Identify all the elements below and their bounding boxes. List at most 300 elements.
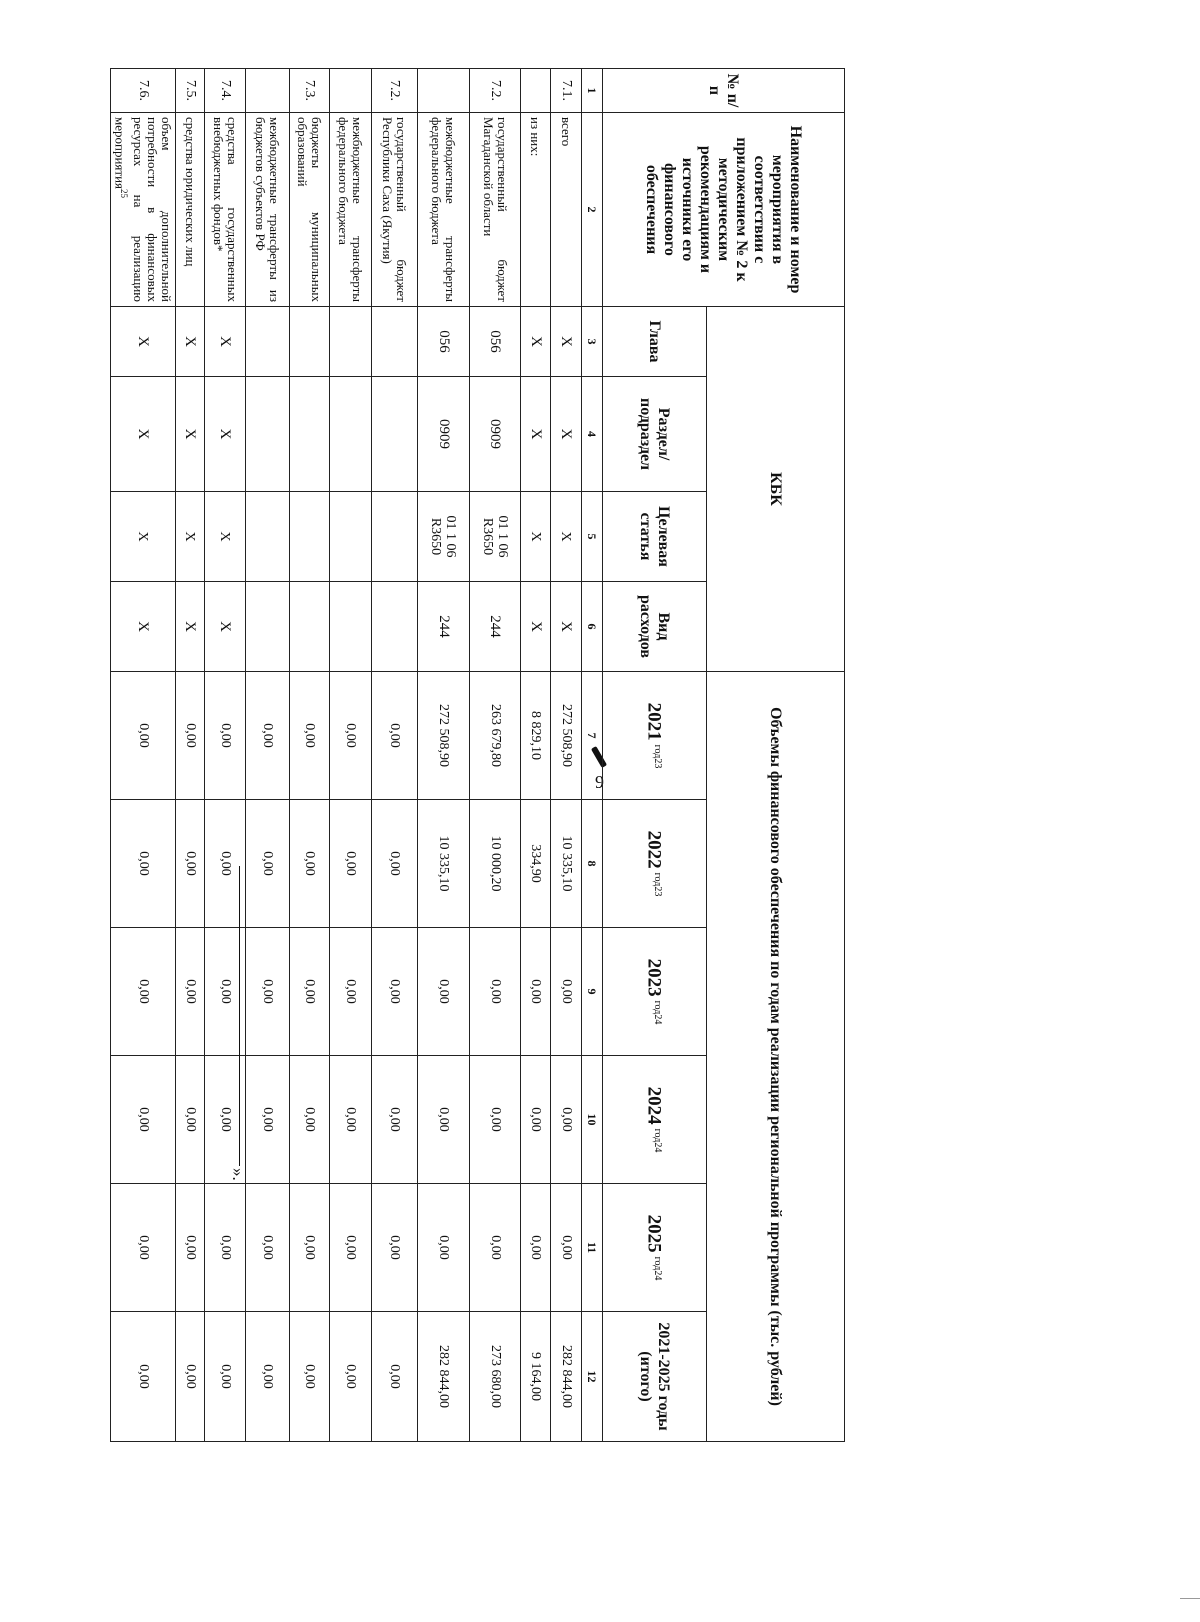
row-razdel-text: X [182, 428, 199, 440]
row-glava [521, 307, 551, 377]
row-razdel [551, 377, 582, 492]
row-number [372, 69, 418, 113]
row-value-2023-text: 0,00 [559, 979, 574, 1004]
row-source-name-text: государственный бюджет Республики Саха (Якутия) [380, 117, 410, 302]
row-value-2023-text: 0,00 [436, 979, 452, 1004]
row-value-2025 [290, 1184, 330, 1312]
row-value-2024 [246, 1056, 290, 1184]
row-value-2022 [470, 800, 521, 928]
row-razdel [418, 377, 470, 492]
row-vid-text: X [182, 621, 199, 632]
row-razdel [290, 377, 330, 492]
row-razdel [110, 377, 175, 492]
row-value-2022 [110, 800, 175, 928]
row-number [205, 69, 246, 113]
table-body [110, 69, 581, 1442]
row-value-2025-text: 0,00 [135, 1235, 151, 1260]
year-suffix: год [651, 872, 663, 887]
row-source-name-text: средства государственных внебюджетных фондов* [211, 117, 240, 302]
row-vid-text: X [558, 621, 575, 632]
row-vid [551, 582, 582, 672]
row-glava [246, 307, 290, 377]
row-value-2024 [372, 1056, 418, 1184]
year-suffix: год [651, 744, 663, 759]
row-source-name-text: межбюджетные трансферты из бюджетов субъектов РФ [253, 117, 283, 302]
row-value-2022 [290, 800, 330, 928]
row-number-text: 7.6. [135, 80, 151, 101]
table-row [205, 69, 246, 1442]
row-total-text: 0,00 [218, 1364, 233, 1389]
row-value-2021 [110, 672, 175, 800]
row-value-2023-text: 0,00 [302, 979, 318, 1004]
header-year [603, 928, 707, 1056]
row-value-2023 [110, 928, 175, 1056]
column-number-row [582, 69, 603, 1442]
row-vid [110, 582, 175, 672]
row-value-2022-text: 10 335,10 [559, 835, 574, 892]
header-year [603, 1184, 707, 1312]
row-number-text: 7.5. [183, 80, 198, 101]
row-stat [110, 492, 175, 582]
row-number [176, 69, 205, 113]
column-number: 5 [582, 492, 603, 582]
row-total [372, 1312, 418, 1442]
row-value-2023 [246, 928, 290, 1056]
row-value-2021 [330, 672, 372, 800]
row-value-2024 [521, 1056, 551, 1184]
table-row [110, 69, 175, 1442]
row-stat [176, 492, 205, 582]
row-value-2024-text: 0,00 [302, 1107, 318, 1132]
table-row [418, 69, 470, 1442]
row-value-2023 [521, 928, 551, 1056]
row-source-name-text: бюджеты муниципальных образований [295, 117, 325, 302]
row-source-name [372, 113, 418, 307]
row-number-text: 7.3. [302, 80, 318, 101]
row-value-2021-text: 272 508,90 [559, 704, 574, 767]
row-value-2024 [176, 1056, 205, 1184]
row-value-2023 [290, 928, 330, 1056]
row-total-text: 9 164,00 [528, 1352, 544, 1401]
row-total-text: 282 844,00 [436, 1345, 452, 1408]
row-razdel [205, 377, 246, 492]
row-razdel-text: 0909 [436, 419, 452, 449]
row-value-2021-text: 0,00 [343, 723, 359, 748]
row-value-2025-text: 0,00 [559, 1235, 574, 1260]
header-year [603, 1056, 707, 1184]
page-number: 9 [595, 772, 604, 792]
row-glava-text: X [558, 336, 575, 347]
closing-line [239, 866, 240, 1166]
header-year [603, 800, 707, 928]
row-vid-text: 244 [487, 615, 504, 638]
year-suffix: год [651, 1256, 663, 1271]
row-value-2025 [521, 1184, 551, 1312]
row-value-2025 [551, 1184, 582, 1312]
row-value-2023-text: 0,00 [183, 979, 198, 1004]
row-glava [372, 307, 418, 377]
row-total [290, 1312, 330, 1442]
row-total-text: 273 680,00 [488, 1345, 503, 1408]
column-number: 9 [582, 928, 603, 1056]
header-vid: Вид расходов [603, 582, 707, 672]
scan-corner-mark [1180, 1598, 1200, 1599]
row-glava-text: X [217, 336, 234, 347]
row-razdel [521, 377, 551, 492]
row-number-text: 7.2. [387, 80, 403, 101]
row-source-name [521, 113, 551, 307]
row-razdel [246, 377, 290, 492]
row-razdel [330, 377, 372, 492]
row-source-name-text: государственный бюджет Магаданской области [481, 117, 510, 302]
row-glava [470, 307, 521, 377]
column-number: 8 [582, 800, 603, 928]
row-glava [205, 307, 246, 377]
row-value-2022 [551, 800, 582, 928]
row-value-2025-text: 0,00 [302, 1235, 318, 1260]
row-number [551, 69, 582, 113]
header-razdel: Раздел/ подраздел [603, 377, 707, 492]
table-row [330, 69, 372, 1442]
row-value-2021-text: 272 508,90 [436, 704, 452, 767]
row-vid-text: X [217, 621, 234, 632]
row-value-2021-text: 0,00 [260, 723, 276, 748]
row-value-2023 [176, 928, 205, 1056]
header-year [603, 672, 707, 800]
row-value-2025-text: 0,00 [218, 1235, 233, 1260]
row-stat-text: X [182, 531, 198, 542]
row-glava-text: X [182, 336, 199, 347]
financing-table [110, 68, 845, 1442]
row-value-2021 [205, 672, 246, 800]
row-total [470, 1312, 521, 1442]
row-stat [551, 492, 582, 582]
row-value-2023-text: 0,00 [135, 979, 151, 1004]
row-value-2022-text: 0,00 [218, 851, 233, 876]
header-no: № п/п [603, 69, 845, 113]
row-source-name [176, 113, 205, 307]
row-total-text: 0,00 [135, 1364, 151, 1389]
row-total-text: 0,00 [387, 1364, 403, 1389]
row-value-2023 [330, 928, 372, 1056]
row-value-2024-text: 0,00 [183, 1107, 198, 1132]
row-value-2025 [205, 1184, 246, 1312]
row-glava [290, 307, 330, 377]
year-label: 2021 [643, 702, 665, 741]
row-value-2023-text: 0,00 [260, 979, 276, 1004]
column-number: 12 [582, 1312, 603, 1442]
row-razdel-text: 0909 [487, 419, 504, 449]
year-footnote: 24 [651, 1270, 663, 1281]
row-value-2024-text: 0,00 [387, 1107, 403, 1132]
row-value-2021 [470, 672, 521, 800]
row-number-text: 7.4. [218, 80, 233, 101]
row-razdel [176, 377, 205, 492]
row-glava [418, 307, 470, 377]
row-stat [205, 492, 246, 582]
row-value-2025-text: 0,00 [260, 1235, 276, 1260]
row-value-2021-text: 0,00 [135, 723, 151, 748]
row-total [551, 1312, 582, 1442]
row-number [470, 69, 521, 113]
row-source-name [290, 113, 330, 307]
row-value-2021 [290, 672, 330, 800]
column-number: 7 [582, 672, 603, 800]
row-source-name [470, 113, 521, 307]
row-source-name [110, 113, 175, 307]
row-number-text: 7.2. [488, 80, 503, 101]
row-total [521, 1312, 551, 1442]
row-glava [110, 307, 175, 377]
row-glava-text: X [528, 336, 544, 347]
row-value-2024-text: 0,00 [343, 1107, 359, 1132]
row-value-2024-text: 0,00 [135, 1107, 151, 1132]
row-vid [372, 582, 418, 672]
year-label: 2024 [643, 1086, 665, 1125]
row-glava [330, 307, 372, 377]
row-value-2021 [551, 672, 582, 800]
row-value-2022-text: 0,00 [343, 851, 359, 876]
row-value-2023 [470, 928, 521, 1056]
row-vid [470, 582, 521, 672]
row-value-2024 [330, 1056, 372, 1184]
row-source-name [330, 113, 372, 307]
column-number: 2 [582, 113, 603, 307]
row-vid [521, 582, 551, 672]
row-value-2024-text: 0,00 [218, 1107, 233, 1132]
row-razdel-text: X [558, 428, 575, 440]
row-value-2021-text: 0,00 [218, 723, 233, 748]
header-glava: Глава [603, 307, 707, 377]
row-value-2023-text: 0,00 [528, 979, 544, 1004]
row-value-2024 [110, 1056, 175, 1184]
row-stat [246, 492, 290, 582]
row-value-2022-text: 0,00 [260, 851, 276, 876]
row-value-2022-text: 0,00 [135, 851, 151, 876]
row-source-name [551, 113, 582, 307]
row-vid [246, 582, 290, 672]
row-value-2023 [372, 928, 418, 1056]
row-value-2023-text: 0,00 [387, 979, 403, 1004]
row-stat-text: X [135, 531, 151, 542]
row-vid-text: 244 [436, 615, 452, 638]
year-footnote: 24 [651, 1142, 663, 1153]
header-volumes: Объемы финансового обеспечения по годам реализации региональной программы (тыс. рублей) [707, 672, 845, 1442]
row-total [330, 1312, 372, 1442]
column-number: 6 [582, 582, 603, 672]
row-stat-text: X [558, 531, 574, 542]
row-value-2021 [521, 672, 551, 800]
row-value-2021 [176, 672, 205, 800]
row-stat-text: 01 1 06 R3650 [480, 515, 510, 558]
row-number [290, 69, 330, 113]
row-value-2023-text: 0,00 [343, 979, 359, 1004]
row-value-2024-text: 0,00 [488, 1107, 503, 1132]
row-source-name-text: из них: [528, 117, 544, 157]
row-total-text: 0,00 [302, 1364, 318, 1389]
row-number [110, 69, 175, 113]
closing-mark: ». [229, 1168, 248, 1181]
row-source-name-text: межбюджетные трансферты федерального бюджета [336, 117, 366, 302]
year-label: 2023 [643, 958, 665, 997]
row-value-2021 [372, 672, 418, 800]
row-stat [470, 492, 521, 582]
row-glava [551, 307, 582, 377]
row-source-name [246, 113, 290, 307]
row-value-2022 [372, 800, 418, 928]
table-row [290, 69, 330, 1442]
row-source-name-text: объем дополнительной потребности в финансовых ресурсах на реализацию мероприятия [112, 117, 174, 302]
row-value-2021-text: 0,00 [302, 723, 318, 748]
header-kbk: КБК [707, 307, 845, 672]
row-value-2024 [470, 1056, 521, 1184]
header-total: 2021-2025 годы (итого) [603, 1312, 707, 1442]
row-stat [330, 492, 372, 582]
row-number [246, 69, 290, 113]
row-value-2024 [418, 1056, 470, 1184]
row-razdel [470, 377, 521, 492]
row-value-2024 [551, 1056, 582, 1184]
table-row [176, 69, 205, 1442]
row-stat-text: X [528, 531, 543, 542]
row-value-2021-text: 0,00 [183, 723, 198, 748]
row-vid [205, 582, 246, 672]
table-row [551, 69, 582, 1442]
row-razdel [372, 377, 418, 492]
row-glava-text: 056 [487, 330, 504, 353]
row-number-text: 7.1. [559, 80, 574, 101]
table-row [521, 69, 551, 1442]
year-footnote: 23 [651, 758, 663, 769]
row-value-2024-text: 0,00 [559, 1107, 574, 1132]
row-value-2025 [110, 1184, 175, 1312]
row-value-2025-text: 0,00 [436, 1235, 452, 1260]
year-footnote: 23 [651, 886, 663, 897]
year-footnote: 24 [651, 1014, 663, 1025]
header-name: Наименование и номер мероприятия в соответствии с приложением № 2 к методическим рекомендациям и источники его финансового обеспечения [603, 113, 845, 307]
row-value-2022 [521, 800, 551, 928]
row-number [418, 69, 470, 113]
row-value-2025 [246, 1184, 290, 1312]
row-value-2023 [551, 928, 582, 1056]
row-stat-text: 01 1 06 R3650 [428, 515, 459, 558]
table-row [470, 69, 521, 1442]
header-stat: Целевая статья [603, 492, 707, 582]
row-number [521, 69, 551, 113]
row-glava [176, 307, 205, 377]
row-value-2022-text: 334,90 [528, 844, 544, 883]
row-value-2022-text: 0,00 [302, 851, 318, 876]
row-total [246, 1312, 290, 1442]
year-suffix: год [651, 1128, 663, 1143]
row-razdel-text: X [528, 428, 544, 440]
row-value-2021 [418, 672, 470, 800]
row-vid-text: X [528, 621, 544, 632]
row-source-name [205, 113, 246, 307]
column-number: 1 [582, 69, 603, 113]
row-stat-text: X [217, 531, 233, 542]
column-number: 4 [582, 377, 603, 492]
row-vid [330, 582, 372, 672]
row-value-2024-text: 0,00 [260, 1107, 276, 1132]
row-value-2025-text: 0,00 [387, 1235, 403, 1260]
row-value-2022-text: 10 000,20 [488, 835, 503, 892]
row-value-2024 [290, 1056, 330, 1184]
row-value-2022-text: 0,00 [183, 851, 198, 876]
year-label: 2025 [643, 1214, 665, 1253]
row-vid [418, 582, 470, 672]
row-value-2025-text: 0,00 [528, 1235, 544, 1260]
row-value-2022 [176, 800, 205, 928]
row-value-2022-text: 10 335,10 [436, 835, 452, 892]
year-label: 2022 [643, 830, 665, 869]
row-stat [521, 492, 551, 582]
row-value-2021-text: 263 679,80 [488, 704, 503, 767]
column-number: 10 [582, 1056, 603, 1184]
year-suffix: год [651, 1000, 663, 1015]
row-value-2022 [418, 800, 470, 928]
row-source-name-text: межбюджетные трансферты федерального бюджета [429, 117, 459, 302]
row-value-2023-text: 0,00 [488, 979, 503, 1004]
row-value-2024-text: 0,00 [528, 1107, 544, 1132]
row-total [176, 1312, 205, 1442]
row-stat [290, 492, 330, 582]
row-total-text: 0,00 [343, 1364, 359, 1389]
row-vid [176, 582, 205, 672]
row-total-text: 0,00 [183, 1364, 198, 1389]
row-value-2022 [246, 800, 290, 928]
footnote-mark: 25 [119, 189, 129, 199]
row-value-2021-text: 0,00 [387, 723, 403, 748]
row-source-name [418, 113, 470, 307]
row-total-text: 282 844,00 [559, 1345, 574, 1408]
row-stat [372, 492, 418, 582]
row-value-2024-text: 0,00 [436, 1107, 452, 1132]
row-total [110, 1312, 175, 1442]
row-value-2025-text: 0,00 [183, 1235, 198, 1260]
table-row [372, 69, 418, 1442]
row-value-2025 [372, 1184, 418, 1312]
row-value-2023-text: 0,00 [218, 979, 233, 1004]
row-total-text: 0,00 [260, 1364, 276, 1389]
column-number: 11 [582, 1184, 603, 1312]
row-total [418, 1312, 470, 1442]
row-number [330, 69, 372, 113]
row-value-2021 [246, 672, 290, 800]
row-razdel-text: X [135, 428, 152, 440]
row-source-name-text: средства юридических лиц [183, 117, 198, 267]
row-source-name-text: всего [559, 117, 574, 147]
row-razdel-text: X [217, 428, 234, 440]
row-value-2021-text: 8 829,10 [528, 711, 544, 760]
row-value-2025 [176, 1184, 205, 1312]
table-row [246, 69, 290, 1442]
row-value-2025 [418, 1184, 470, 1312]
column-number: 3 [582, 307, 603, 377]
row-vid-text: X [135, 621, 152, 632]
row-value-2025-text: 0,00 [343, 1235, 359, 1260]
row-total [205, 1312, 246, 1442]
row-value-2022-text: 0,00 [387, 851, 403, 876]
row-glava-text: 056 [436, 330, 452, 353]
row-glava-text: X [135, 336, 152, 347]
row-value-2025 [330, 1184, 372, 1312]
row-value-2025 [470, 1184, 521, 1312]
row-value-2022 [330, 800, 372, 928]
row-value-2023 [418, 928, 470, 1056]
row-value-2025-text: 0,00 [488, 1235, 503, 1260]
row-stat [418, 492, 470, 582]
